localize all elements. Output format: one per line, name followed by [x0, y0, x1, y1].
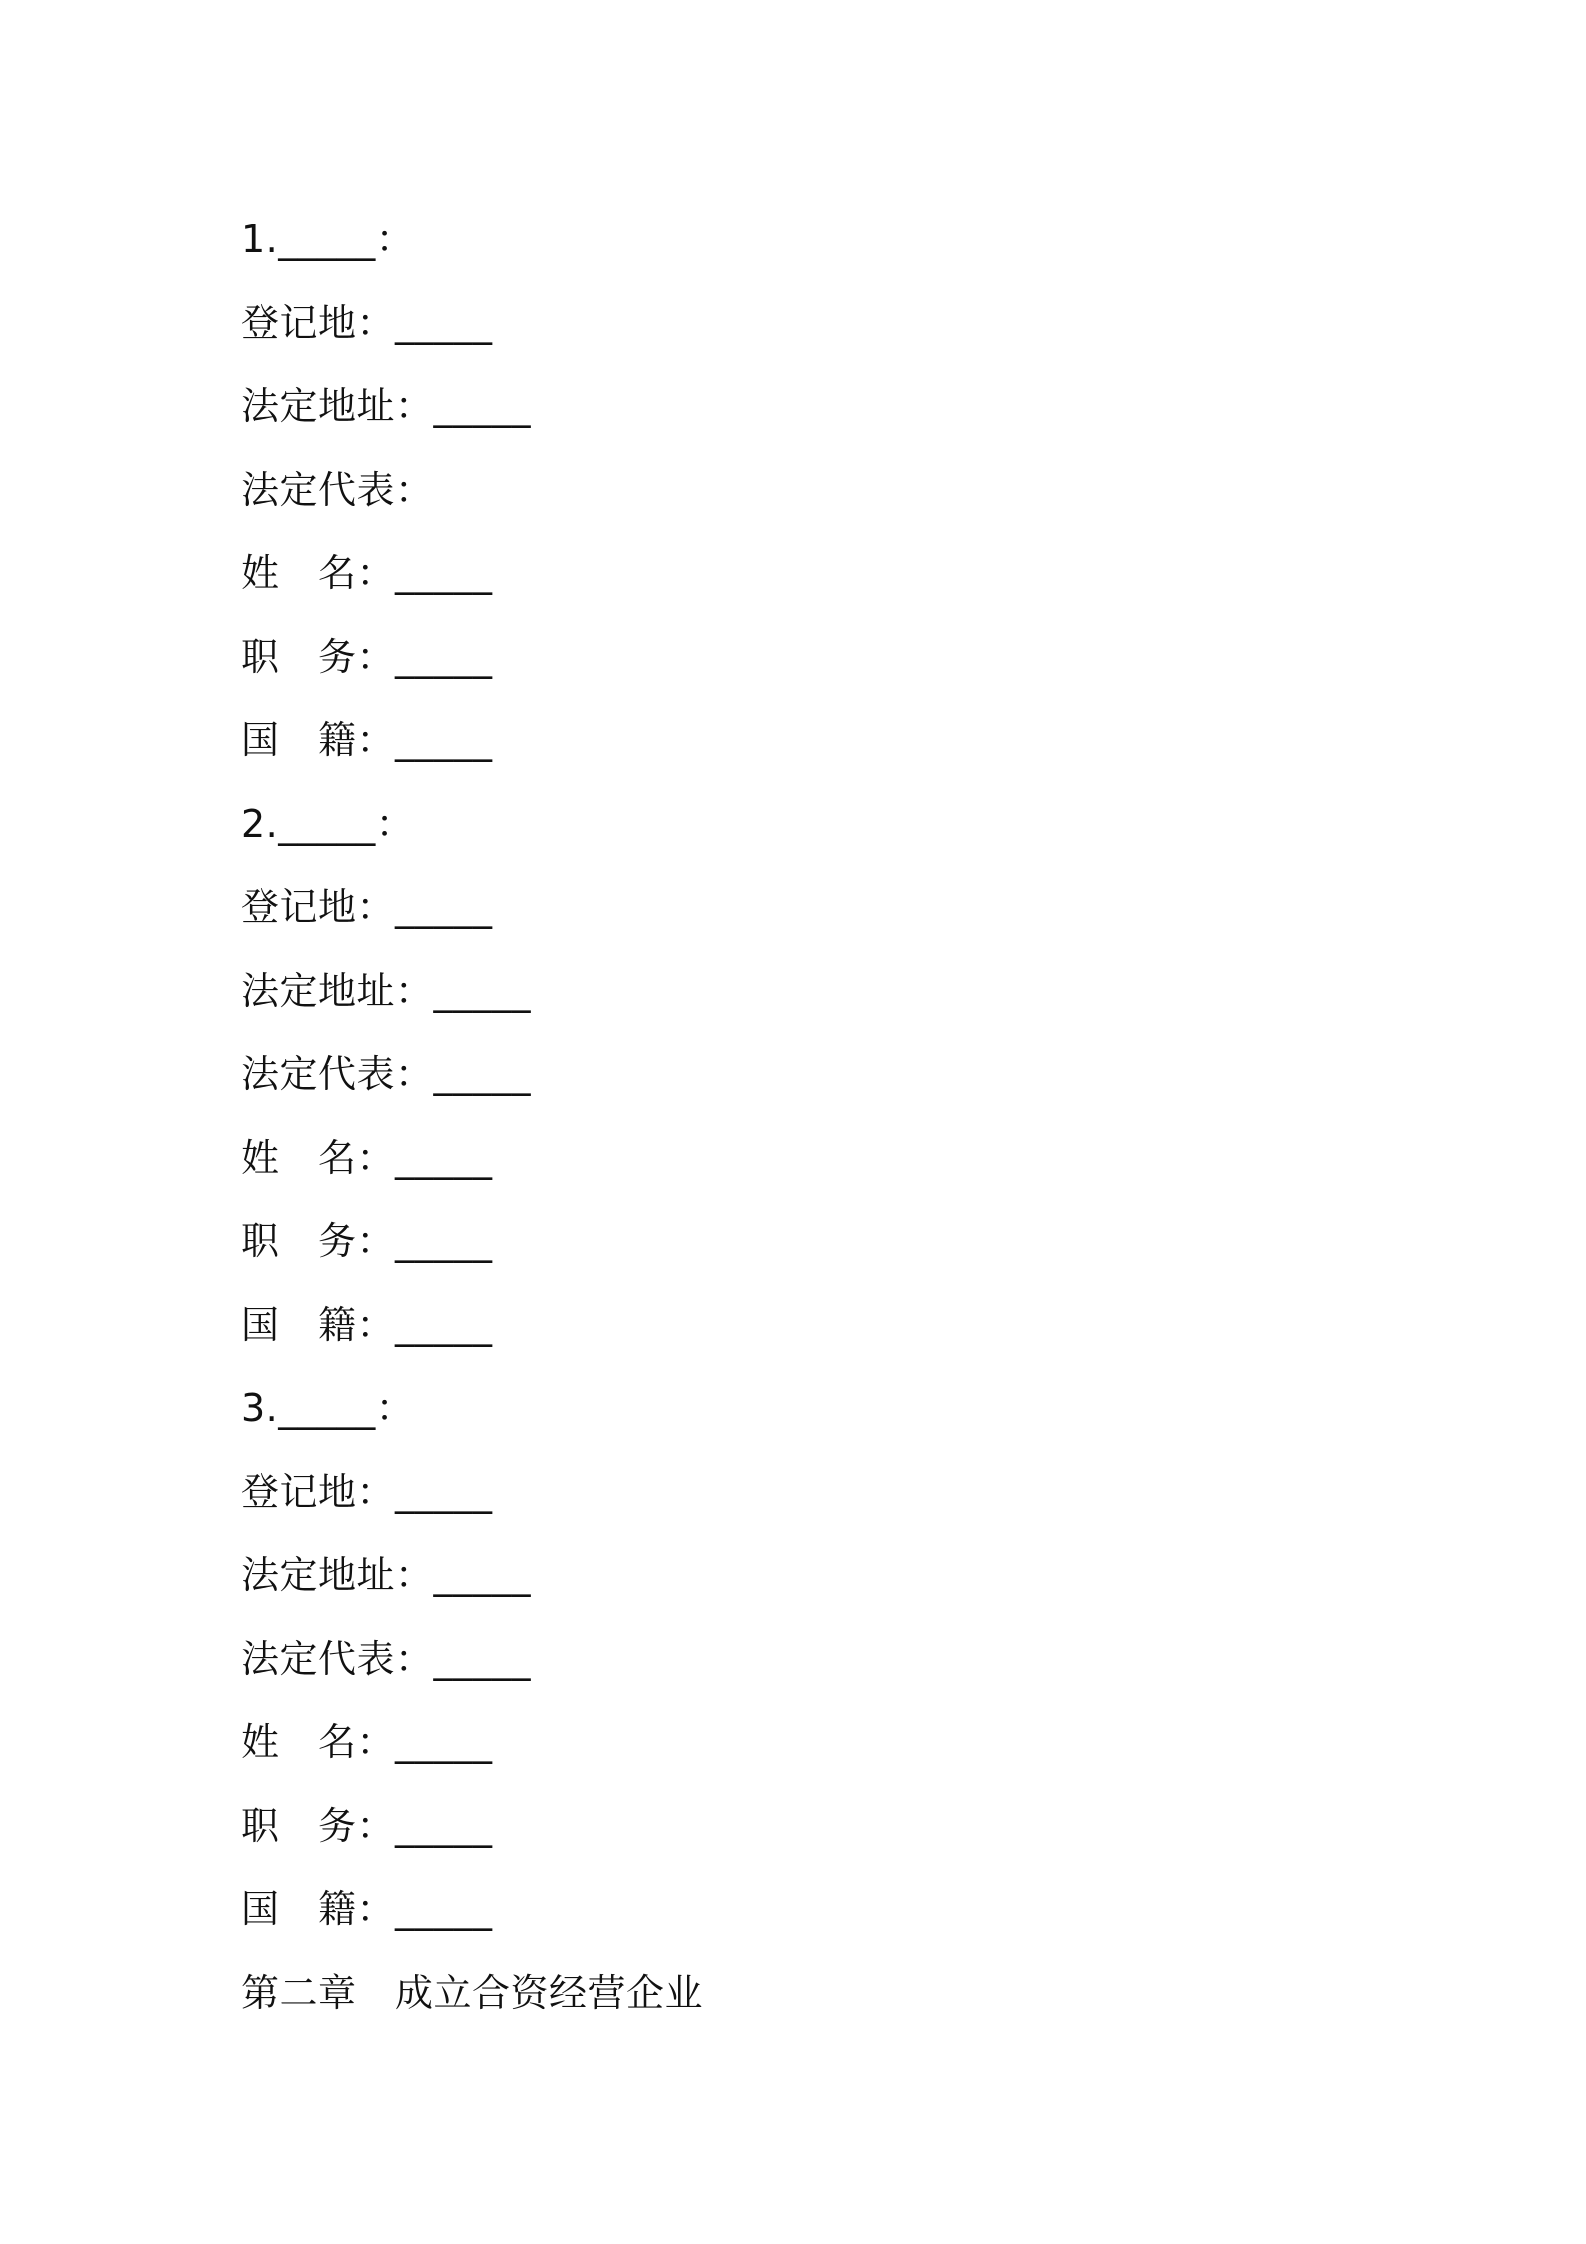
party-3-name: 姓 名：_____ — [241, 1720, 493, 1764]
document-body — [241, 198, 1441, 2035]
party-2-name: 姓 名：_____ — [241, 1135, 493, 1180]
party-1-heading: 1._____： — [241, 217, 415, 261]
party-1-legal-address: 法定地址：_____ — [241, 384, 532, 428]
party-2-registration-place: 登记地：_____ — [241, 885, 493, 929]
party-1-registration-place: 登记地：_____ — [241, 300, 493, 345]
party-3-position: 职 务：_____ — [241, 1803, 493, 1848]
party-1-name: 姓 名：_____ — [241, 551, 493, 595]
party-2-nationality: 国 籍：_____ — [241, 1302, 493, 1347]
party-1-nationality: 国 籍：_____ — [241, 718, 493, 762]
party-2-legal-representative: 法定代表：_____ — [241, 1052, 532, 1096]
party-3-legal-address: 法定地址：_____ — [241, 1553, 532, 1597]
party-2-heading: 2._____： — [241, 801, 415, 846]
party-3-heading: 3._____： — [241, 1386, 415, 1430]
party-1-legal-representative: 法定代表： — [241, 467, 434, 512]
party-3-registration-place: 登记地：_____ — [241, 1469, 493, 1514]
party-3-nationality: 国 籍：_____ — [241, 1887, 493, 1931]
party-2-position: 职 务：_____ — [241, 1219, 493, 1263]
party-1-position: 职 务：_____ — [241, 634, 493, 679]
party-3-legal-representative: 法定代表：_____ — [241, 1636, 532, 1681]
chapter-2-heading: 第二章 成立合资经营企业 — [241, 1970, 704, 2015]
party-2-legal-address: 法定地址：_____ — [241, 968, 532, 1013]
